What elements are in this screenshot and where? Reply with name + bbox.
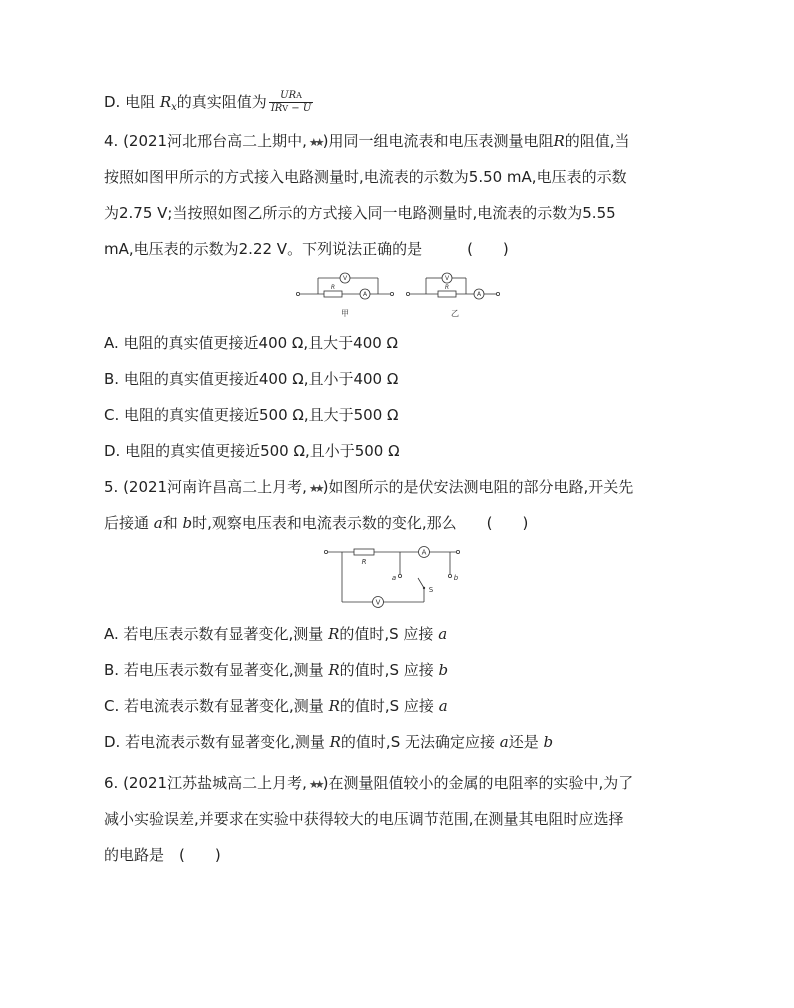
option-text: D. 若电流表示数有显著变化,测量 — [104, 733, 330, 751]
label-b-contact: b — [453, 574, 459, 582]
var-b: b — [543, 733, 554, 751]
terminal — [406, 292, 409, 295]
label-v: V — [375, 598, 381, 607]
q4-line-3: 为2.75 V;当按照如图乙所示的方式接入同一电路测量时,电流表的示数为5.55 — [104, 204, 616, 222]
q5-text: 后接通 — [104, 514, 154, 532]
difficulty-star-icon: ★★ — [308, 136, 321, 149]
var-sub-x: x — [171, 102, 177, 113]
var-a: a — [438, 625, 448, 643]
q5-option-b — [104, 660, 448, 680]
q5-source: 5. (2021河南许昌高二上月考, — [104, 478, 307, 496]
label-a: A — [476, 291, 482, 299]
contact-b — [448, 574, 451, 577]
figure-caption-yi: 乙 — [451, 309, 459, 318]
den-tail: − U — [288, 103, 312, 114]
den-text: IR — [270, 103, 283, 114]
terminal — [496, 292, 499, 295]
q4-option-b: B. 电阻的真实值更接近400 Ω,且小于400 Ω — [104, 370, 399, 388]
q5-option-a — [104, 624, 447, 644]
resistor — [354, 549, 374, 555]
num-sub: A — [296, 91, 302, 100]
den-sub: V — [282, 104, 289, 113]
q4-stem: )用同一组电流表和电压表测量电阻 — [322, 132, 554, 150]
option-middle: 的真实阻值为 — [176, 93, 267, 111]
q6-line-2: 减小实验误差,并要求在实验中获得较大的电压调节范围,在测量其电阻时应选择 — [104, 810, 624, 828]
contact-a — [398, 574, 401, 577]
label-a: A — [421, 548, 427, 557]
label-a: A — [362, 291, 368, 299]
terminal — [296, 292, 299, 295]
label-v: V — [444, 275, 450, 283]
option-text: 的值时,S 应接 — [339, 625, 439, 643]
label-a-contact: a — [391, 574, 397, 582]
label-r: R — [330, 284, 336, 291]
switch-s — [418, 578, 424, 588]
terminal — [390, 292, 393, 295]
q5-option-d — [104, 732, 553, 752]
label-r: R — [444, 284, 450, 291]
q4-line-1 — [104, 131, 630, 153]
q4-circuit-figures — [290, 272, 530, 322]
q4-option-a: A. 电阻的真实值更接近400 Ω,且大于400 Ω — [104, 334, 399, 352]
var-r: R — [553, 132, 565, 150]
var-a: a — [153, 514, 163, 532]
num-text: UR — [280, 90, 297, 101]
label-v: V — [342, 275, 348, 283]
var-r: R — [328, 661, 340, 679]
difficulty-star-icon: ★★ — [308, 482, 321, 495]
option-text: A. 若电压表示数有显著变化,测量 — [104, 625, 329, 643]
q5-option-c — [104, 696, 448, 716]
q6-source: 6. (2021江苏盐城高二上月考, — [104, 774, 307, 792]
option-text: B. 若电压表示数有显著变化,测量 — [104, 661, 329, 679]
var-a: a — [438, 697, 448, 715]
fraction-numerator — [269, 90, 313, 103]
terminal — [324, 550, 327, 553]
resistor-jia — [324, 291, 342, 297]
q4-option-c: C. 电阻的真实值更接近500 Ω,且大于500 Ω — [104, 406, 399, 424]
option-text: 还是 — [508, 733, 544, 751]
option-text: C. 若电流表示数有显著变化,测量 — [104, 697, 329, 715]
difficulty-star-icon: ★★ — [308, 778, 321, 791]
figure-caption-jia: 甲 — [341, 309, 349, 318]
var-r: R — [328, 697, 340, 715]
fraction-denominator — [269, 103, 313, 115]
resistor-yi — [438, 291, 456, 297]
q5-text: 和 — [162, 514, 183, 532]
q3-option-d — [104, 90, 313, 118]
label-r: R — [361, 558, 367, 566]
q5-line-1 — [104, 477, 633, 499]
q4-line-4: mA,电压表的示数为2.22 V。下列说法正确的是 ( ) — [104, 240, 509, 258]
var-b: b — [182, 514, 193, 532]
q6-line-3: 的电路是 ( ) — [104, 846, 221, 864]
q5-line-2 — [104, 513, 528, 533]
var-a: a — [499, 733, 509, 751]
q5-stem: )如图所示的是伏安法测电阻的部分电路,开关先 — [322, 478, 634, 496]
var-r: R — [159, 93, 172, 111]
q5-circuit-figure — [320, 544, 480, 610]
q6-line-1 — [104, 773, 633, 795]
var-b: b — [438, 661, 449, 679]
option-text: 的值时,S 应接 — [339, 661, 439, 679]
option-text: 的值时,S 无法确定应接 — [340, 733, 500, 751]
var-r: R — [328, 625, 340, 643]
option-text: 的值时,S 应接 — [339, 697, 439, 715]
option-prefix: D. 电阻 — [104, 93, 160, 111]
q4-source: 4. (2021河北邢台高二上期中, — [104, 132, 307, 150]
q4-option-d: D. 电阻的真实值更接近500 Ω,且小于500 Ω — [104, 442, 400, 460]
q4-stem-tail: 的阻值,当 — [564, 132, 630, 150]
terminal — [456, 550, 459, 553]
formula-fraction — [269, 90, 313, 115]
q5-text: 时,观察电压表和电流表示数的变化,那么 ( ) — [192, 514, 529, 532]
var-r: R — [329, 733, 341, 751]
q4-line-2: 按照如图甲所示的方式接入电路测量时,电流表的示数为5.50 mA,电压表的示数 — [104, 168, 627, 186]
label-s: S — [428, 586, 434, 594]
q6-stem: )在测量阻值较小的金属的电阻率的实验中,为了 — [322, 774, 634, 792]
